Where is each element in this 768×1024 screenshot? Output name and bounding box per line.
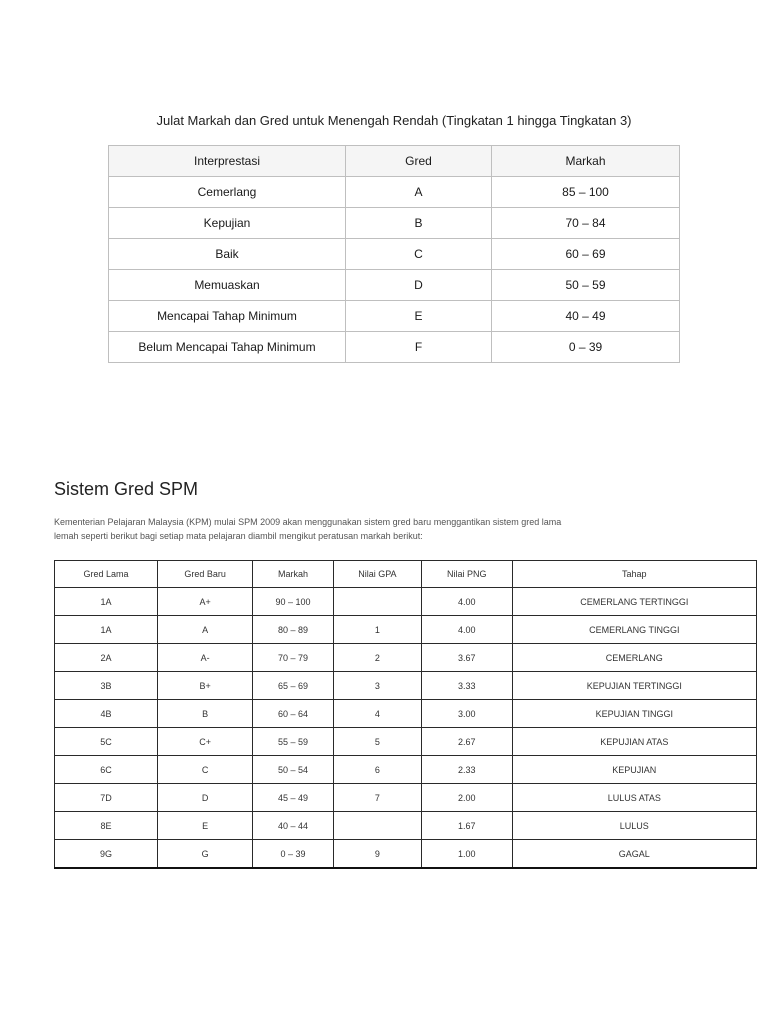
cell-png-value: 1.00	[421, 840, 512, 869]
table-row	[55, 672, 757, 700]
cell-grade: B	[346, 208, 492, 239]
table1-title: Julat Markah dan Gred untuk Menengah Rendah (Tingkatan 1 hingga Tingkatan 3)	[156, 113, 632, 128]
table-row	[55, 812, 757, 840]
cell-marks: 70 – 79	[253, 644, 334, 672]
cell-grade: D	[346, 270, 492, 301]
cell-level: KEPUJIAN TERTINGGI	[512, 672, 756, 700]
cell-new-grade: A	[158, 616, 253, 644]
cell-old-grade: 1A	[55, 588, 158, 616]
table-row	[55, 784, 757, 812]
table-row	[109, 270, 680, 301]
cell-gpa-value: 7	[333, 784, 421, 812]
table-header-row	[109, 146, 680, 177]
cell-new-grade: D	[158, 784, 253, 812]
spm-grade-system-table	[54, 560, 757, 869]
table-row	[55, 840, 757, 869]
cell-old-grade: 6C	[55, 756, 158, 784]
cell-png-value: 2.67	[421, 728, 512, 756]
table-row	[55, 728, 757, 756]
header-png-value: Nilai PNG	[421, 561, 512, 588]
cell-gpa-value	[333, 588, 421, 616]
cell-marks: 45 – 49	[253, 784, 334, 812]
cell-gpa-value: 5	[333, 728, 421, 756]
table-row	[55, 756, 757, 784]
cell-old-grade: 5C	[55, 728, 158, 756]
cell-png-value: 2.33	[421, 756, 512, 784]
cell-old-grade: 3B	[55, 672, 158, 700]
table-row	[109, 208, 680, 239]
cell-marks: 0 – 39	[492, 332, 680, 363]
cell-interpretation: Kepujian	[109, 208, 346, 239]
cell-gpa-value: 9	[333, 840, 421, 869]
cell-old-grade: 4B	[55, 700, 158, 728]
cell-png-value: 4.00	[421, 616, 512, 644]
cell-marks: 60 – 64	[253, 700, 334, 728]
cell-gpa-value: 1	[333, 616, 421, 644]
table-row	[55, 644, 757, 672]
header-marks: Markah	[492, 146, 680, 177]
cell-old-grade: 7D	[55, 784, 158, 812]
header-level: Tahap	[512, 561, 756, 588]
section-intro-paragraph: Kementerian Pelajaran Malaysia (KPM) mulai SPM 2009 akan menggunakan sistem gred baru menggantikan sistem gred lama lemah seperti berikut bagi setiap mata pelajaran diambil mengikut peratusan markah berikut:	[54, 517, 562, 541]
cell-png-value: 1.67	[421, 812, 512, 840]
cell-level: CEMERLANG TINGGI	[512, 616, 756, 644]
cell-png-value: 3.00	[421, 700, 512, 728]
header-new-grade: Gred Baru	[158, 561, 253, 588]
table-row	[55, 616, 757, 644]
cell-marks: 40 – 44	[253, 812, 334, 840]
header-old-grade: Gred Lama	[55, 561, 158, 588]
cell-new-grade: B+	[158, 672, 253, 700]
cell-png-value: 2.00	[421, 784, 512, 812]
cell-interpretation: Baik	[109, 239, 346, 270]
cell-marks: 0 – 39	[253, 840, 334, 869]
table-header-row	[55, 561, 757, 588]
cell-level: KEPUJIAN	[512, 756, 756, 784]
cell-new-grade: B	[158, 700, 253, 728]
cell-gpa-value	[333, 812, 421, 840]
cell-interpretation: Cemerlang	[109, 177, 346, 208]
table-row	[109, 332, 680, 363]
cell-interpretation: Mencapai Tahap Minimum	[109, 301, 346, 332]
cell-marks: 60 – 69	[492, 239, 680, 270]
cell-level: KEPUJIAN TINGGI	[512, 700, 756, 728]
cell-level: LULUS ATAS	[512, 784, 756, 812]
cell-marks: 65 – 69	[253, 672, 334, 700]
cell-old-grade: 9G	[55, 840, 158, 869]
cell-new-grade: A-	[158, 644, 253, 672]
cell-interpretation: Memuaskan	[109, 270, 346, 301]
cell-marks: 70 – 84	[492, 208, 680, 239]
cell-marks: 50 – 54	[253, 756, 334, 784]
cell-marks: 50 – 59	[492, 270, 680, 301]
cell-new-grade: C+	[158, 728, 253, 756]
table-row	[109, 301, 680, 332]
cell-new-grade: C	[158, 756, 253, 784]
cell-marks: 85 – 100	[492, 177, 680, 208]
cell-png-value: 3.33	[421, 672, 512, 700]
cell-marks: 90 – 100	[253, 588, 334, 616]
cell-new-grade: E	[158, 812, 253, 840]
cell-level: CEMERLANG	[512, 644, 756, 672]
header-interpretation: Interprestasi	[109, 146, 346, 177]
cell-grade: A	[346, 177, 492, 208]
cell-gpa-value: 3	[333, 672, 421, 700]
cell-grade: F	[346, 332, 492, 363]
cell-new-grade: G	[158, 840, 253, 869]
cell-gpa-value: 6	[333, 756, 421, 784]
section-title: Sistem Gred SPM	[54, 479, 199, 499]
cell-level: CEMERLANG TERTINGGI	[512, 588, 756, 616]
cell-grade: C	[346, 239, 492, 270]
cell-marks: 80 – 89	[253, 616, 334, 644]
table-row	[109, 177, 680, 208]
cell-old-grade: 2A	[55, 644, 158, 672]
table-row	[55, 588, 757, 616]
header-marks: Markah	[253, 561, 334, 588]
cell-gpa-value: 2	[333, 644, 421, 672]
cell-grade: E	[346, 301, 492, 332]
cell-marks: 40 – 49	[492, 301, 680, 332]
cell-old-grade: 8E	[55, 812, 158, 840]
cell-marks: 55 – 59	[253, 728, 334, 756]
cell-old-grade: 1A	[55, 616, 158, 644]
cell-new-grade: A+	[158, 588, 253, 616]
grade-range-table-lower-secondary	[108, 145, 680, 363]
cell-png-value: 3.67	[421, 644, 512, 672]
cell-level: GAGAL	[512, 840, 756, 869]
cell-png-value: 4.00	[421, 588, 512, 616]
table-row	[55, 700, 757, 728]
cell-interpretation: Belum Mencapai Tahap Minimum	[109, 332, 346, 363]
header-gpa-value: Nilai GPA	[333, 561, 421, 588]
cell-level: LULUS	[512, 812, 756, 840]
header-grade: Gred	[346, 146, 492, 177]
cell-gpa-value: 4	[333, 700, 421, 728]
cell-level: KEPUJIAN ATAS	[512, 728, 756, 756]
table-row	[109, 239, 680, 270]
